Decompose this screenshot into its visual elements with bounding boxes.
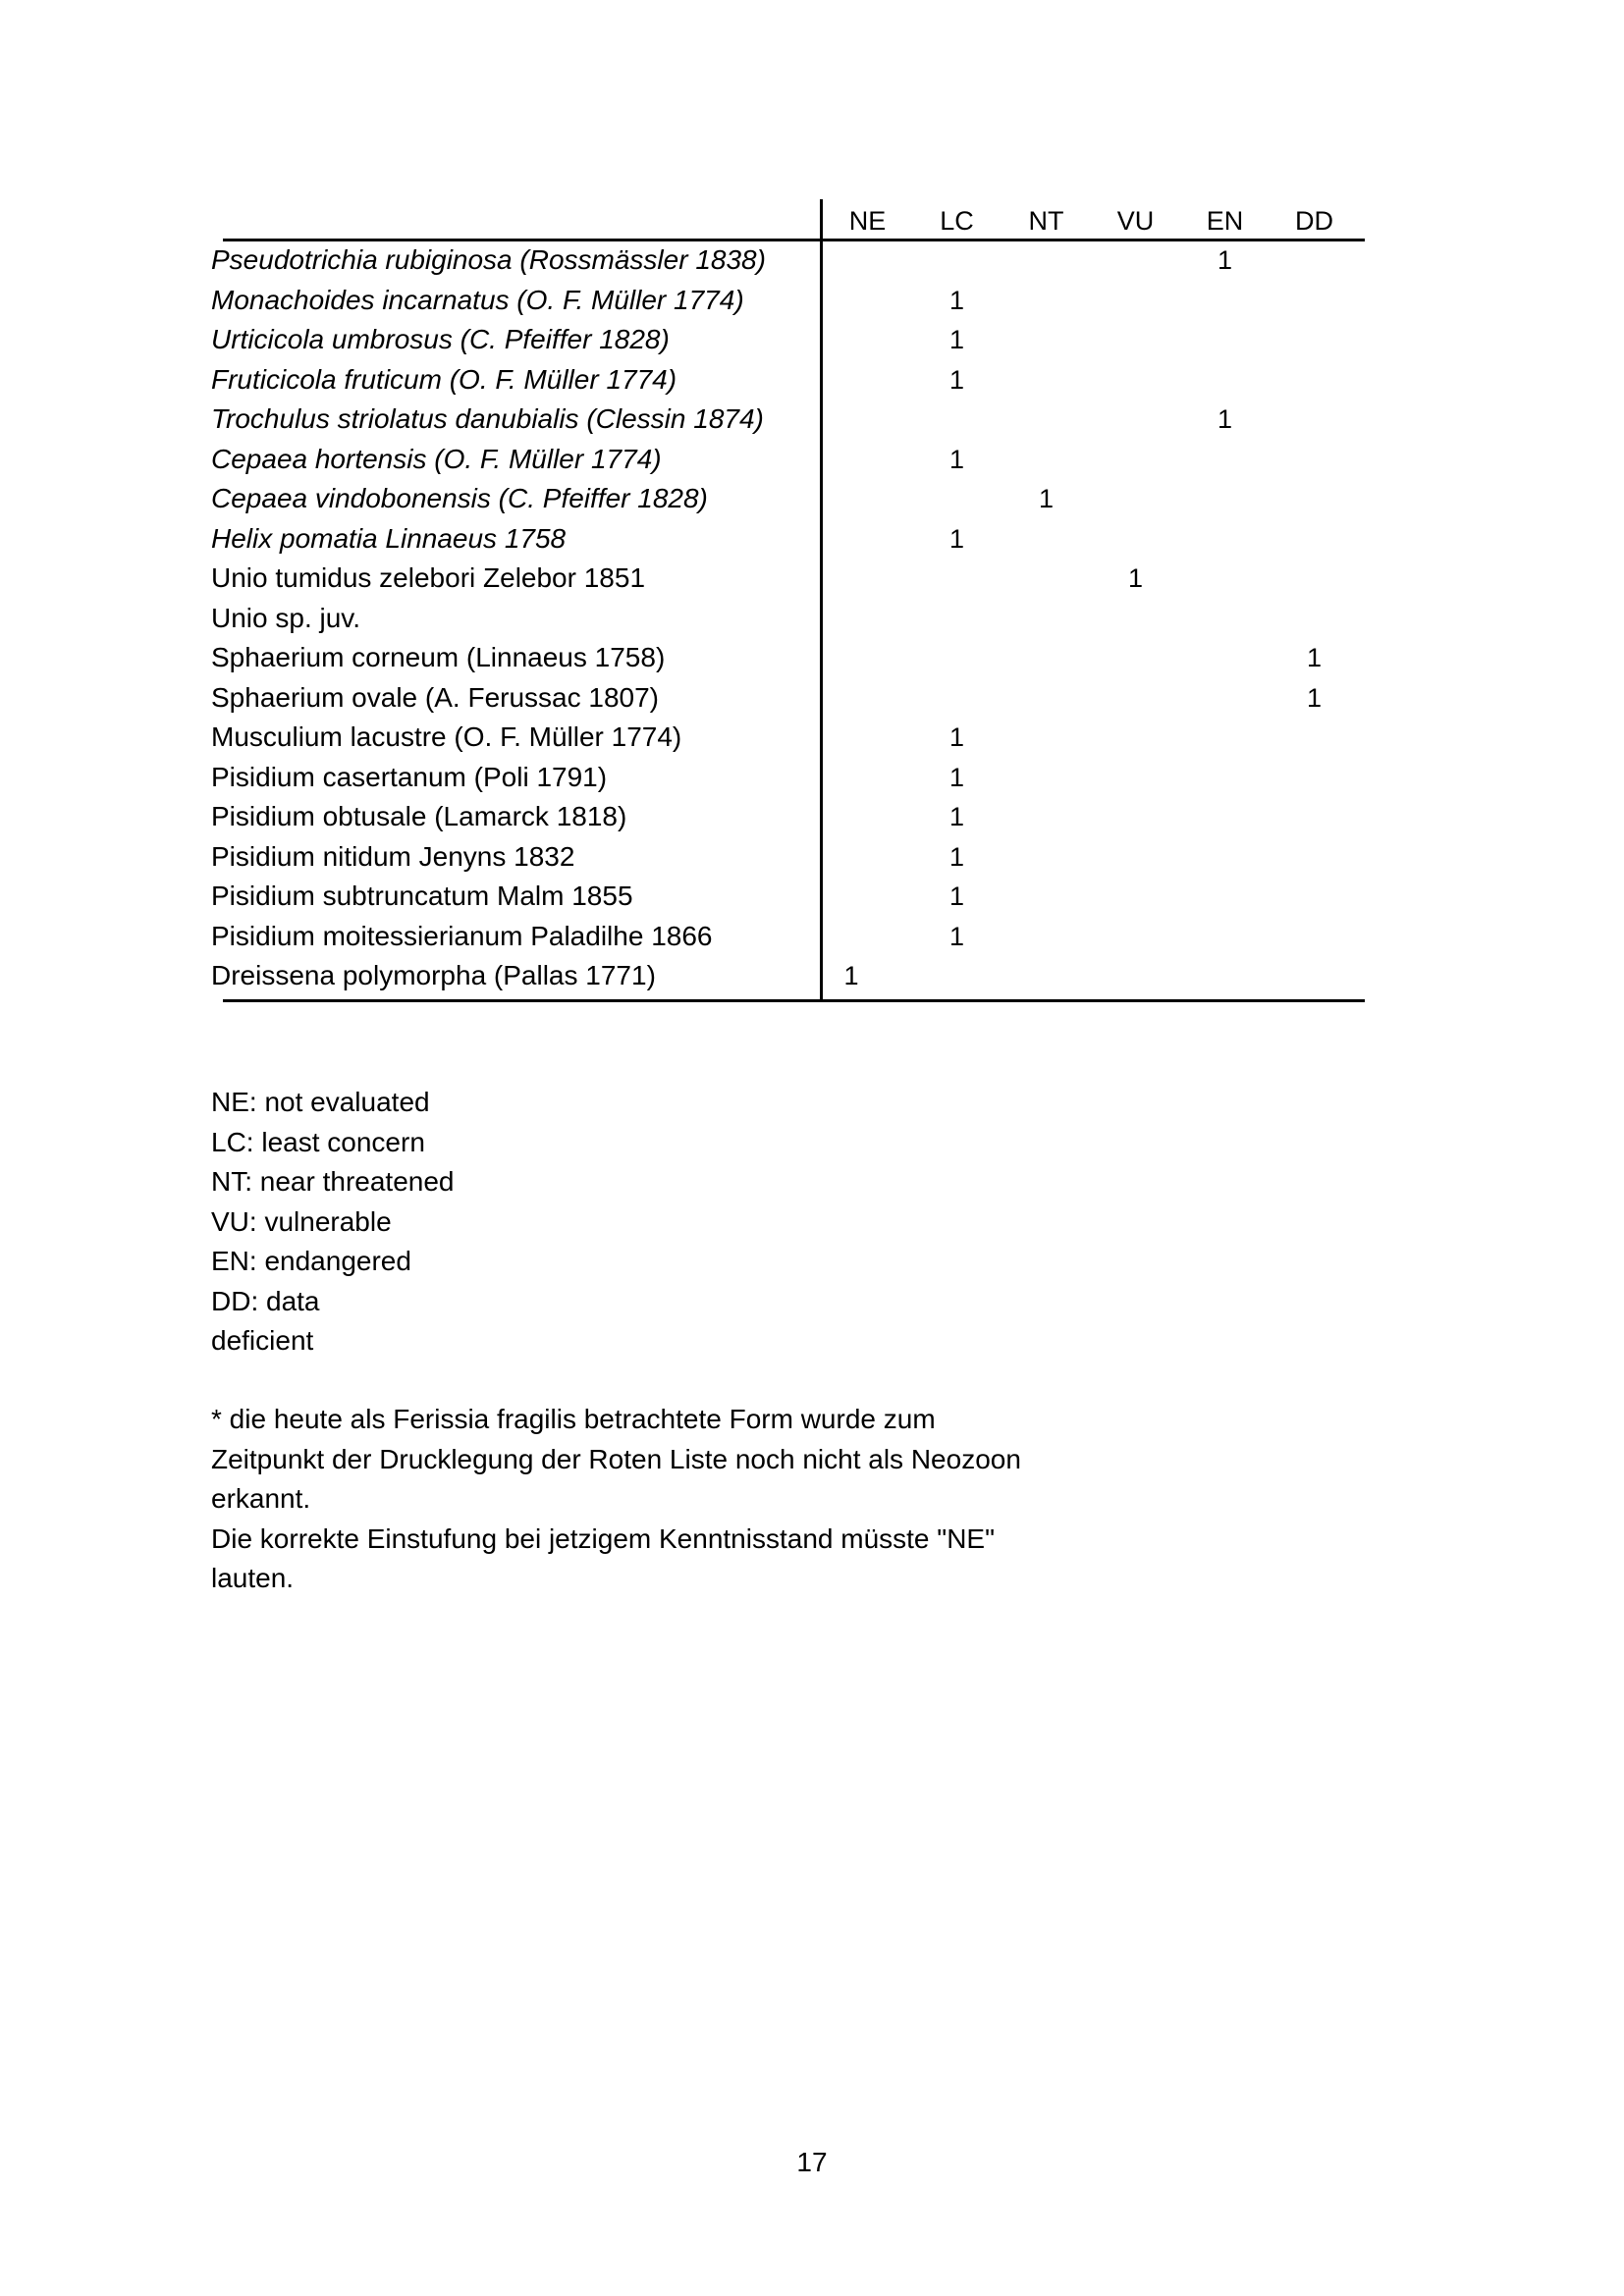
species-name: Pisidium nitidum Jenyns 1832: [211, 840, 575, 872]
table-row: [211, 638, 1365, 678]
status-legend: [211, 1083, 455, 1362]
species-name: Sphaerium ovale (A. Ferussac 1807): [211, 681, 659, 713]
species-name: Sphaerium corneum (Linnaeus 1758): [211, 642, 666, 672]
table-header: [211, 199, 1365, 240]
footnote-line: Die korrekte Einstufung bei jetzigem Kenntnisstand müsste "NE": [211, 1522, 996, 1554]
cell-en: 1: [1217, 245, 1233, 275]
species-name: Unio tumidus zelebori Zelebor 1851: [211, 562, 646, 593]
footnote-line: * die heute als Ferissia fragilis betrachtete Form wurde zum: [211, 1404, 936, 1434]
table-row: [211, 877, 1365, 917]
cell-lc: 1: [948, 762, 965, 792]
column-header-vu: VU: [1116, 206, 1155, 236]
cell-lc: 1: [948, 881, 965, 911]
cell-lc: 1: [948, 921, 965, 951]
legend-line: NT: near threatened: [211, 1166, 455, 1197]
cell-lc: 1: [948, 841, 965, 872]
cell-nt: 1: [1038, 484, 1055, 513]
species-name: Fruticicola fruticum (O. F. Müller 1774): [211, 363, 677, 395]
table-row: [211, 917, 1365, 957]
table-row: [211, 837, 1365, 878]
footnote-line: Zeitpunkt der Drucklegung der Roten Liste noch nicht als Neozoon: [211, 1443, 1021, 1474]
cell-ne: 1: [843, 961, 859, 990]
column-header-ne: NE: [848, 206, 887, 236]
cell-dd: 1: [1306, 643, 1323, 672]
column-header-dd: DD: [1295, 206, 1333, 236]
species-name: Urticicola umbrosus (C. Pfeiffer 1828): [211, 324, 670, 354]
species-name: Monachoides incarnatus (O. F. Müller 1774): [211, 284, 744, 315]
legend-line: DD: data: [211, 1285, 320, 1316]
cell-lc: 1: [948, 802, 965, 831]
species-name: Trochulus striolatus danubialis (Clessin 1874): [211, 403, 764, 434]
footnote-line: lauten.: [211, 1563, 295, 1593]
column-header-en: EN: [1206, 206, 1244, 236]
table-row: [211, 440, 1365, 480]
footnote: [211, 1400, 1095, 1599]
table-row: [211, 320, 1365, 360]
legend-line: EN: endangered: [211, 1246, 411, 1276]
table-body: [211, 240, 1365, 996]
cell-lc: 1: [948, 285, 965, 315]
table-row: [211, 599, 1365, 639]
column-header-nt: NT: [1028, 206, 1064, 236]
table-row: [211, 956, 1365, 996]
red-list-table: [211, 199, 1365, 996]
cell-en: 1: [1217, 404, 1233, 434]
table-row: [211, 559, 1365, 599]
table-row: [211, 718, 1365, 758]
cell-lc: 1: [948, 325, 965, 354]
species-name: Pisidium casertanum (Poli 1791): [211, 761, 608, 792]
column-header-lc: LC: [940, 206, 974, 236]
legend-line: deficient: [211, 1325, 314, 1356]
table-bottom-rule: [223, 999, 1365, 1002]
species-name: Musculium lacustre (O. F. Müller 1774): [211, 721, 682, 752]
cell-dd: 1: [1306, 682, 1323, 713]
table-row: [211, 519, 1365, 560]
table-row: [211, 281, 1365, 321]
legend-line: NE: not evaluated: [211, 1087, 430, 1117]
table-row: [211, 678, 1365, 719]
table-row: [211, 400, 1365, 440]
species-name: Pisidium obtusale (Lamarck 1818): [211, 801, 627, 831]
species-name: Dreissena polymorpha (Pallas 1771): [211, 960, 656, 990]
legend-line: VU: vulnerable: [211, 1205, 392, 1237]
cell-lc: 1: [948, 523, 965, 554]
cell-lc: 1: [948, 444, 965, 474]
species-name: Pisidium subtruncatum Malm 1855: [211, 881, 633, 911]
page-number: 17: [796, 2147, 828, 2177]
species-name: Pisidium moitessierianum Paladilhe 1866: [211, 920, 713, 951]
species-name: Pseudotrichia rubiginosa (Rossmässler 1838): [211, 244, 766, 275]
table-row: [211, 479, 1365, 519]
table-row: [211, 797, 1365, 837]
species-name: Cepaea vindobonensis (C. Pfeiffer 1828): [211, 483, 708, 513]
cell-lc: 1: [948, 364, 965, 395]
species-name: Helix pomatia Linnaeus 1758: [211, 522, 567, 554]
table-row: [211, 240, 1365, 281]
species-name: Unio sp. juv.: [211, 602, 360, 633]
species-name: Cepaea hortensis (O. F. Müller 1774): [211, 443, 662, 474]
table-row: [211, 360, 1365, 400]
cell-lc: 1: [948, 722, 965, 752]
footnote-line: erkannt.: [211, 1483, 311, 1514]
cell-vu: 1: [1127, 563, 1144, 593]
legend-line: LC: least concern: [211, 1126, 425, 1157]
table-row: [211, 758, 1365, 798]
